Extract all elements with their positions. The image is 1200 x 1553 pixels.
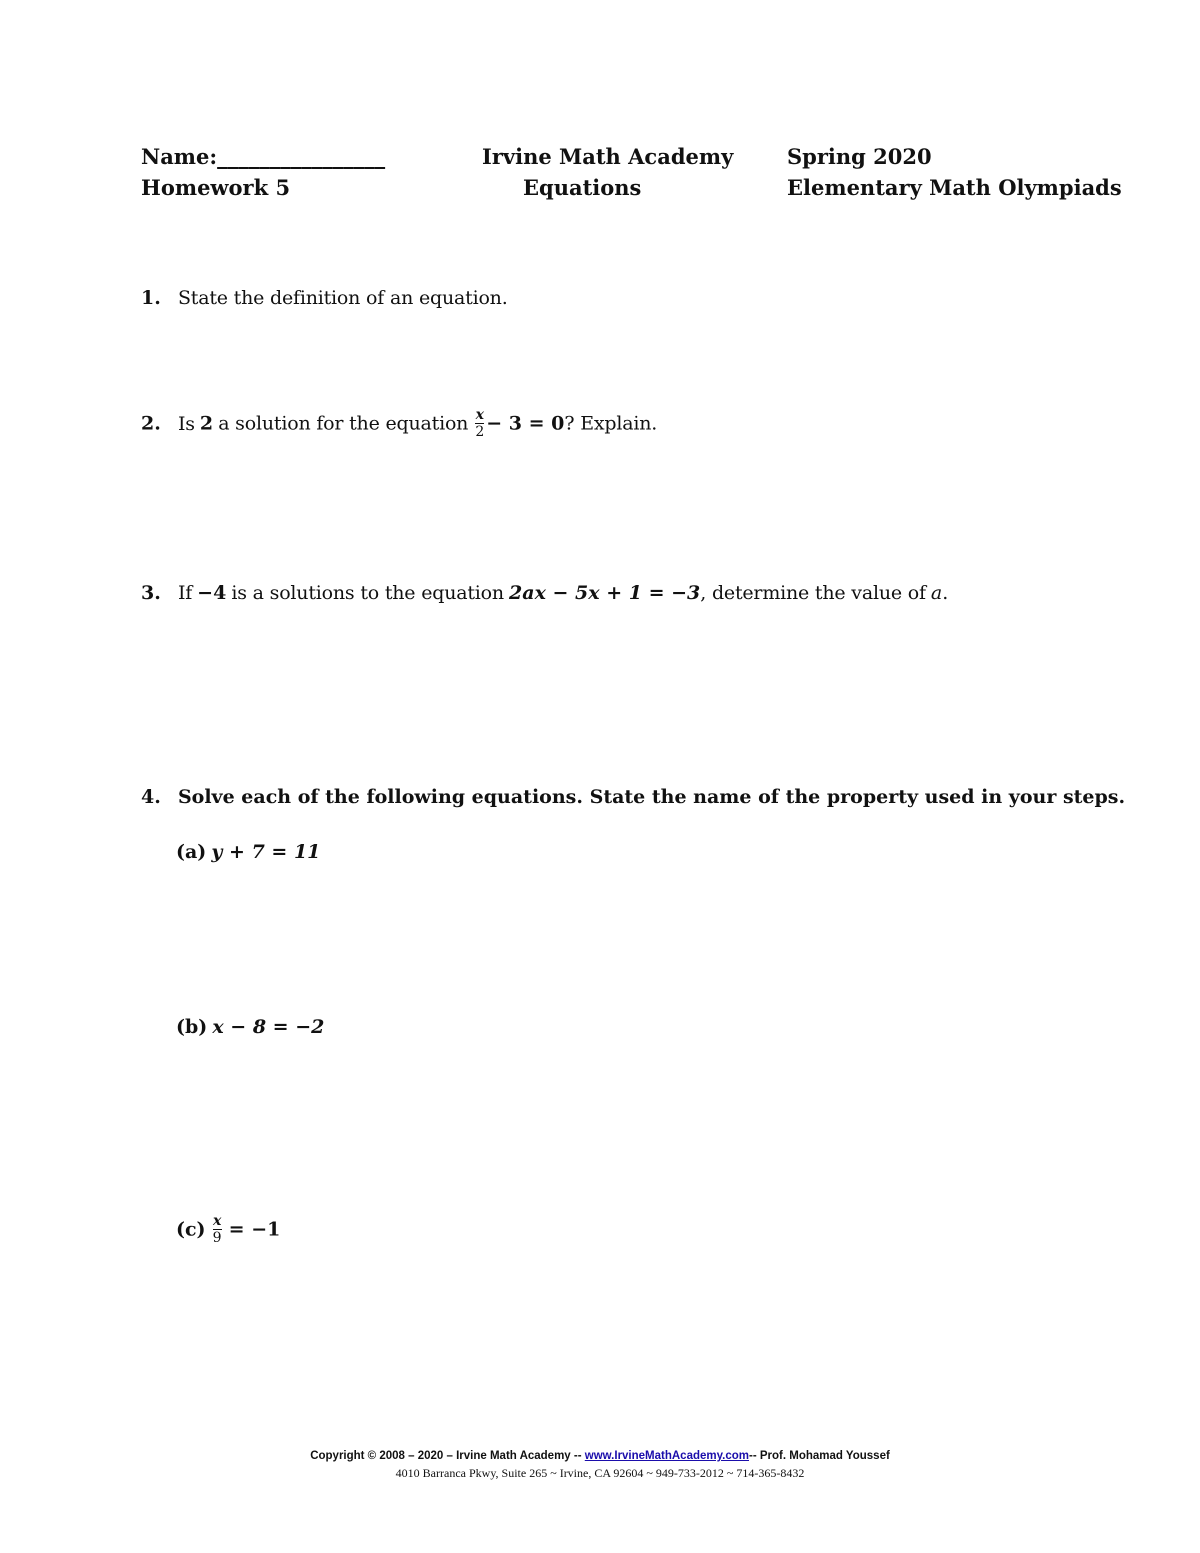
fraction-denominator: 2	[475, 424, 485, 440]
given-solution: −4	[197, 582, 227, 604]
part-label: (a)	[176, 841, 207, 863]
fraction-numerator: x	[475, 407, 484, 423]
homework-title: Homework 5	[141, 175, 291, 200]
part-label: (b)	[176, 1016, 208, 1038]
question-text: State the definition of an equation.	[177, 287, 508, 309]
question-end: .	[942, 582, 949, 604]
question-2	[141, 408, 657, 439]
topic-title: Equations	[523, 175, 642, 200]
question-number: 1.	[141, 287, 161, 309]
question-lead: If	[177, 582, 193, 604]
footer-address: 4010 Barranca Pkwy, Suite 265 ~ Irvine, CA 92604 ~ 949-733-2012 ~ 714-365-8432	[395, 1466, 805, 1480]
part-label: (c)	[176, 1218, 206, 1241]
copyright-prefix: Copyright © 2008 – 2020 – Irvine Math Academy --	[310, 1450, 582, 1462]
question-middle: a solution for the equation	[218, 412, 469, 435]
question-number: 3.	[141, 582, 161, 604]
question-middle: is a solutions to the equation	[231, 582, 504, 604]
variable-a: a	[930, 582, 943, 604]
question-tail: , determine the value of	[700, 582, 926, 604]
term: Spring 2020	[787, 144, 932, 169]
name-field-label: Name:________________	[141, 144, 386, 169]
question-number: 2.	[141, 412, 161, 435]
fraction-x-over-9	[213, 1214, 222, 1245]
part-equation: y + 7 = 11	[211, 841, 321, 863]
question-4	[141, 786, 1125, 808]
website-link[interactable]: www.IrvineMathAcademy.com	[584, 1450, 750, 1462]
question-lead: Is	[177, 412, 195, 435]
question-tail: ? Explain.	[564, 412, 658, 435]
equation-rest: − 3 = 0	[486, 412, 565, 435]
fraction-denominator: 9	[212, 1230, 222, 1246]
question-number: 4.	[141, 786, 161, 808]
course-title: Elementary Math Olympiads	[787, 175, 1122, 200]
question-3	[141, 582, 948, 604]
academy-name: Irvine Math Academy	[482, 144, 734, 169]
part-equation-rest: = −1	[228, 1218, 281, 1241]
part-c	[176, 1214, 280, 1245]
fraction-numerator: x	[212, 1213, 222, 1229]
part-a	[176, 841, 320, 863]
question-1	[141, 287, 508, 309]
part-b	[176, 1016, 324, 1038]
candidate-value: 2	[199, 412, 214, 435]
footer-copyright	[0, 1450, 1200, 1462]
equation: 2ax − 5x + 1 = −3	[509, 582, 701, 604]
fraction-x-over-2	[475, 408, 484, 439]
part-equation: x − 8 = −2	[212, 1016, 325, 1038]
copyright-suffix: -- Prof. Mohamad Youssef	[749, 1450, 890, 1462]
question-text: Solve each of the following equations. State the name of the property used in your steps.	[177, 786, 1126, 808]
